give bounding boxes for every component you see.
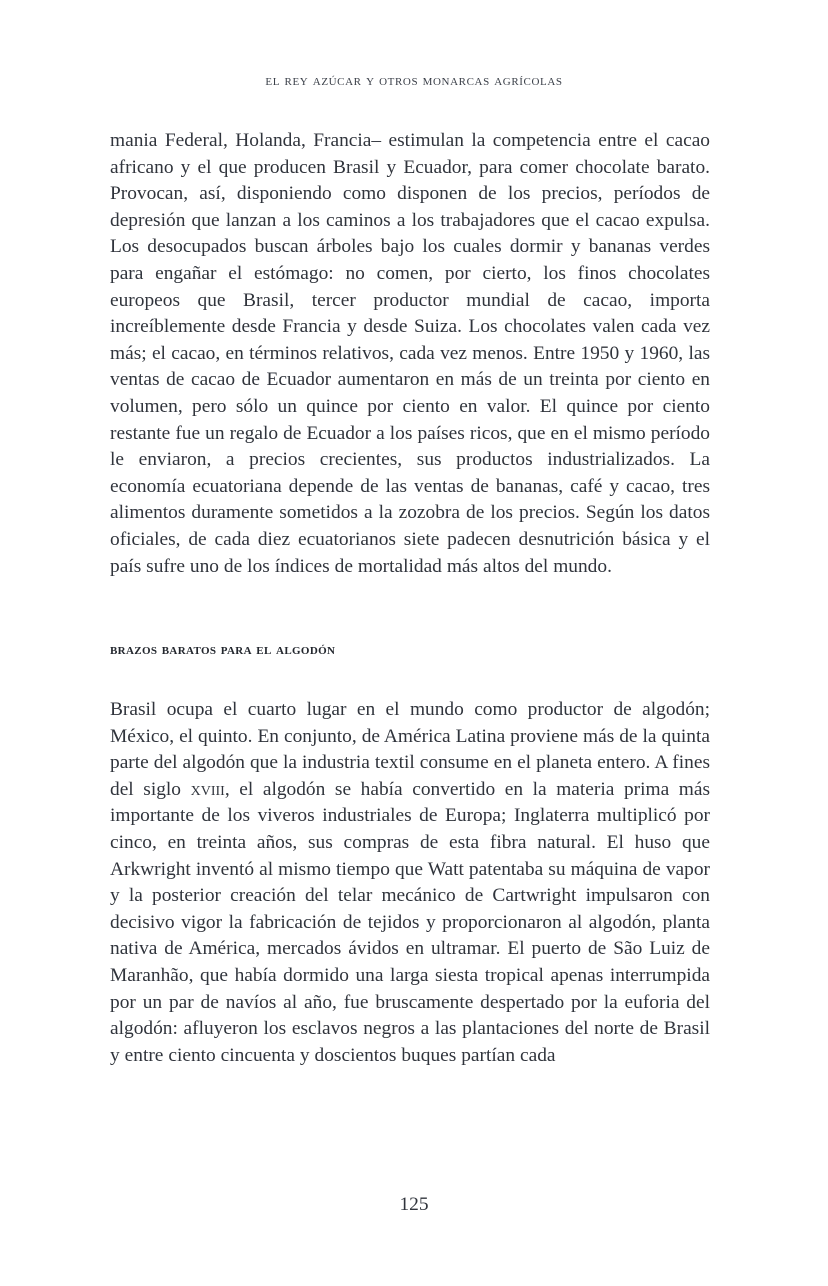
- century-numeral: xviii: [190, 778, 225, 800]
- paragraph-algodon: [110, 697, 710, 1069]
- section-heading-brazos-baratos: brazos baratos para el algodón: [110, 640, 336, 659]
- page-content: [110, 128, 710, 1069]
- paragraph-algodon-segment-a: Brasil ocupa el cuarto lugar en el mundo como productor de algodón; México, el quinto. En conjunto, de América Latina proviene más de la quinta parte del algodón que la industria textil consume en el planeta entero. A fines del siglo: [110, 699, 710, 800]
- page-number: 125: [399, 1194, 429, 1215]
- paragraph-algodon-segment-b: , el algodón se había convertido en la materia prima más importante de los viveros industriales de Europa; Inglaterra multiplicó por cinco, en treinta años, sus compras de esta fibra natural. El huso que Arkwright inventó al mismo tiempo que Watt patentaba su máquina de vapor y la posterior creación del telar mecánico de Cartwright impulsaron con decisivo vigor la fabricación de tejidos y proporcionaron al algodón, planta nativa de América, mercados ávidos en ultramar. El puerto de São Luiz de Maranhão, que había dormido una larga siesta tropical apenas interrumpida por un par de navíos al año, fue bruscamente despertado por la euforia del algodón: afluyeron los esclavos negros a las plantaciones del norte de Brasil y entre ciento cincuenta y doscientos buques partían cada: [110, 778, 711, 1066]
- paragraph-cacao-continued: mania Federal, Holanda, Francia– estimulan la competencia entre el cacao africano y el que producen Brasil y Ecuador, para comer chocolate barato. Provocan, así, disponiendo como disponen de los precios, períodos de depresión que lanzan a los caminos a los trabajadores que el cacao expulsa. Los desocupados buscan árboles bajo los cuales dormir y bananas verdes para engañar el estómago: no comen, por cierto, los finos chocolates europeos que Brasil, tercer productor mundial de cacao, importa increíblemente desde Francia y desde Suiza. Los chocolates valen cada vez más; el cacao, en términos relativos, cada vez menos. Entre 1950 y 1960, las ventas de cacao de Ecuador aumentaron en más de un treinta por ciento en volumen, pero sólo un quince por ciento en valor. El quince por ciento restante fue un regalo de Ecuador a los países ricos, que en el mismo período le enviaron, a precios crecientes, sus productos industrializados. La economía ecuatoriana depende de las ventas de bananas, café y cacao, tres alimentos duramente sometidos a la zozobra de los precios. Según los datos oficiales, de cada diez ecuatorianos siete padecen desnutrición básica y el país sufre uno de los índices de mortalidad más altos del mundo.: [110, 130, 710, 577]
- running-head: el rey azúcar y otros monarcas agrícolas: [265, 72, 563, 89]
- spacer-before-heading: [110, 580, 710, 638]
- spacer-after-heading: [110, 660, 710, 697]
